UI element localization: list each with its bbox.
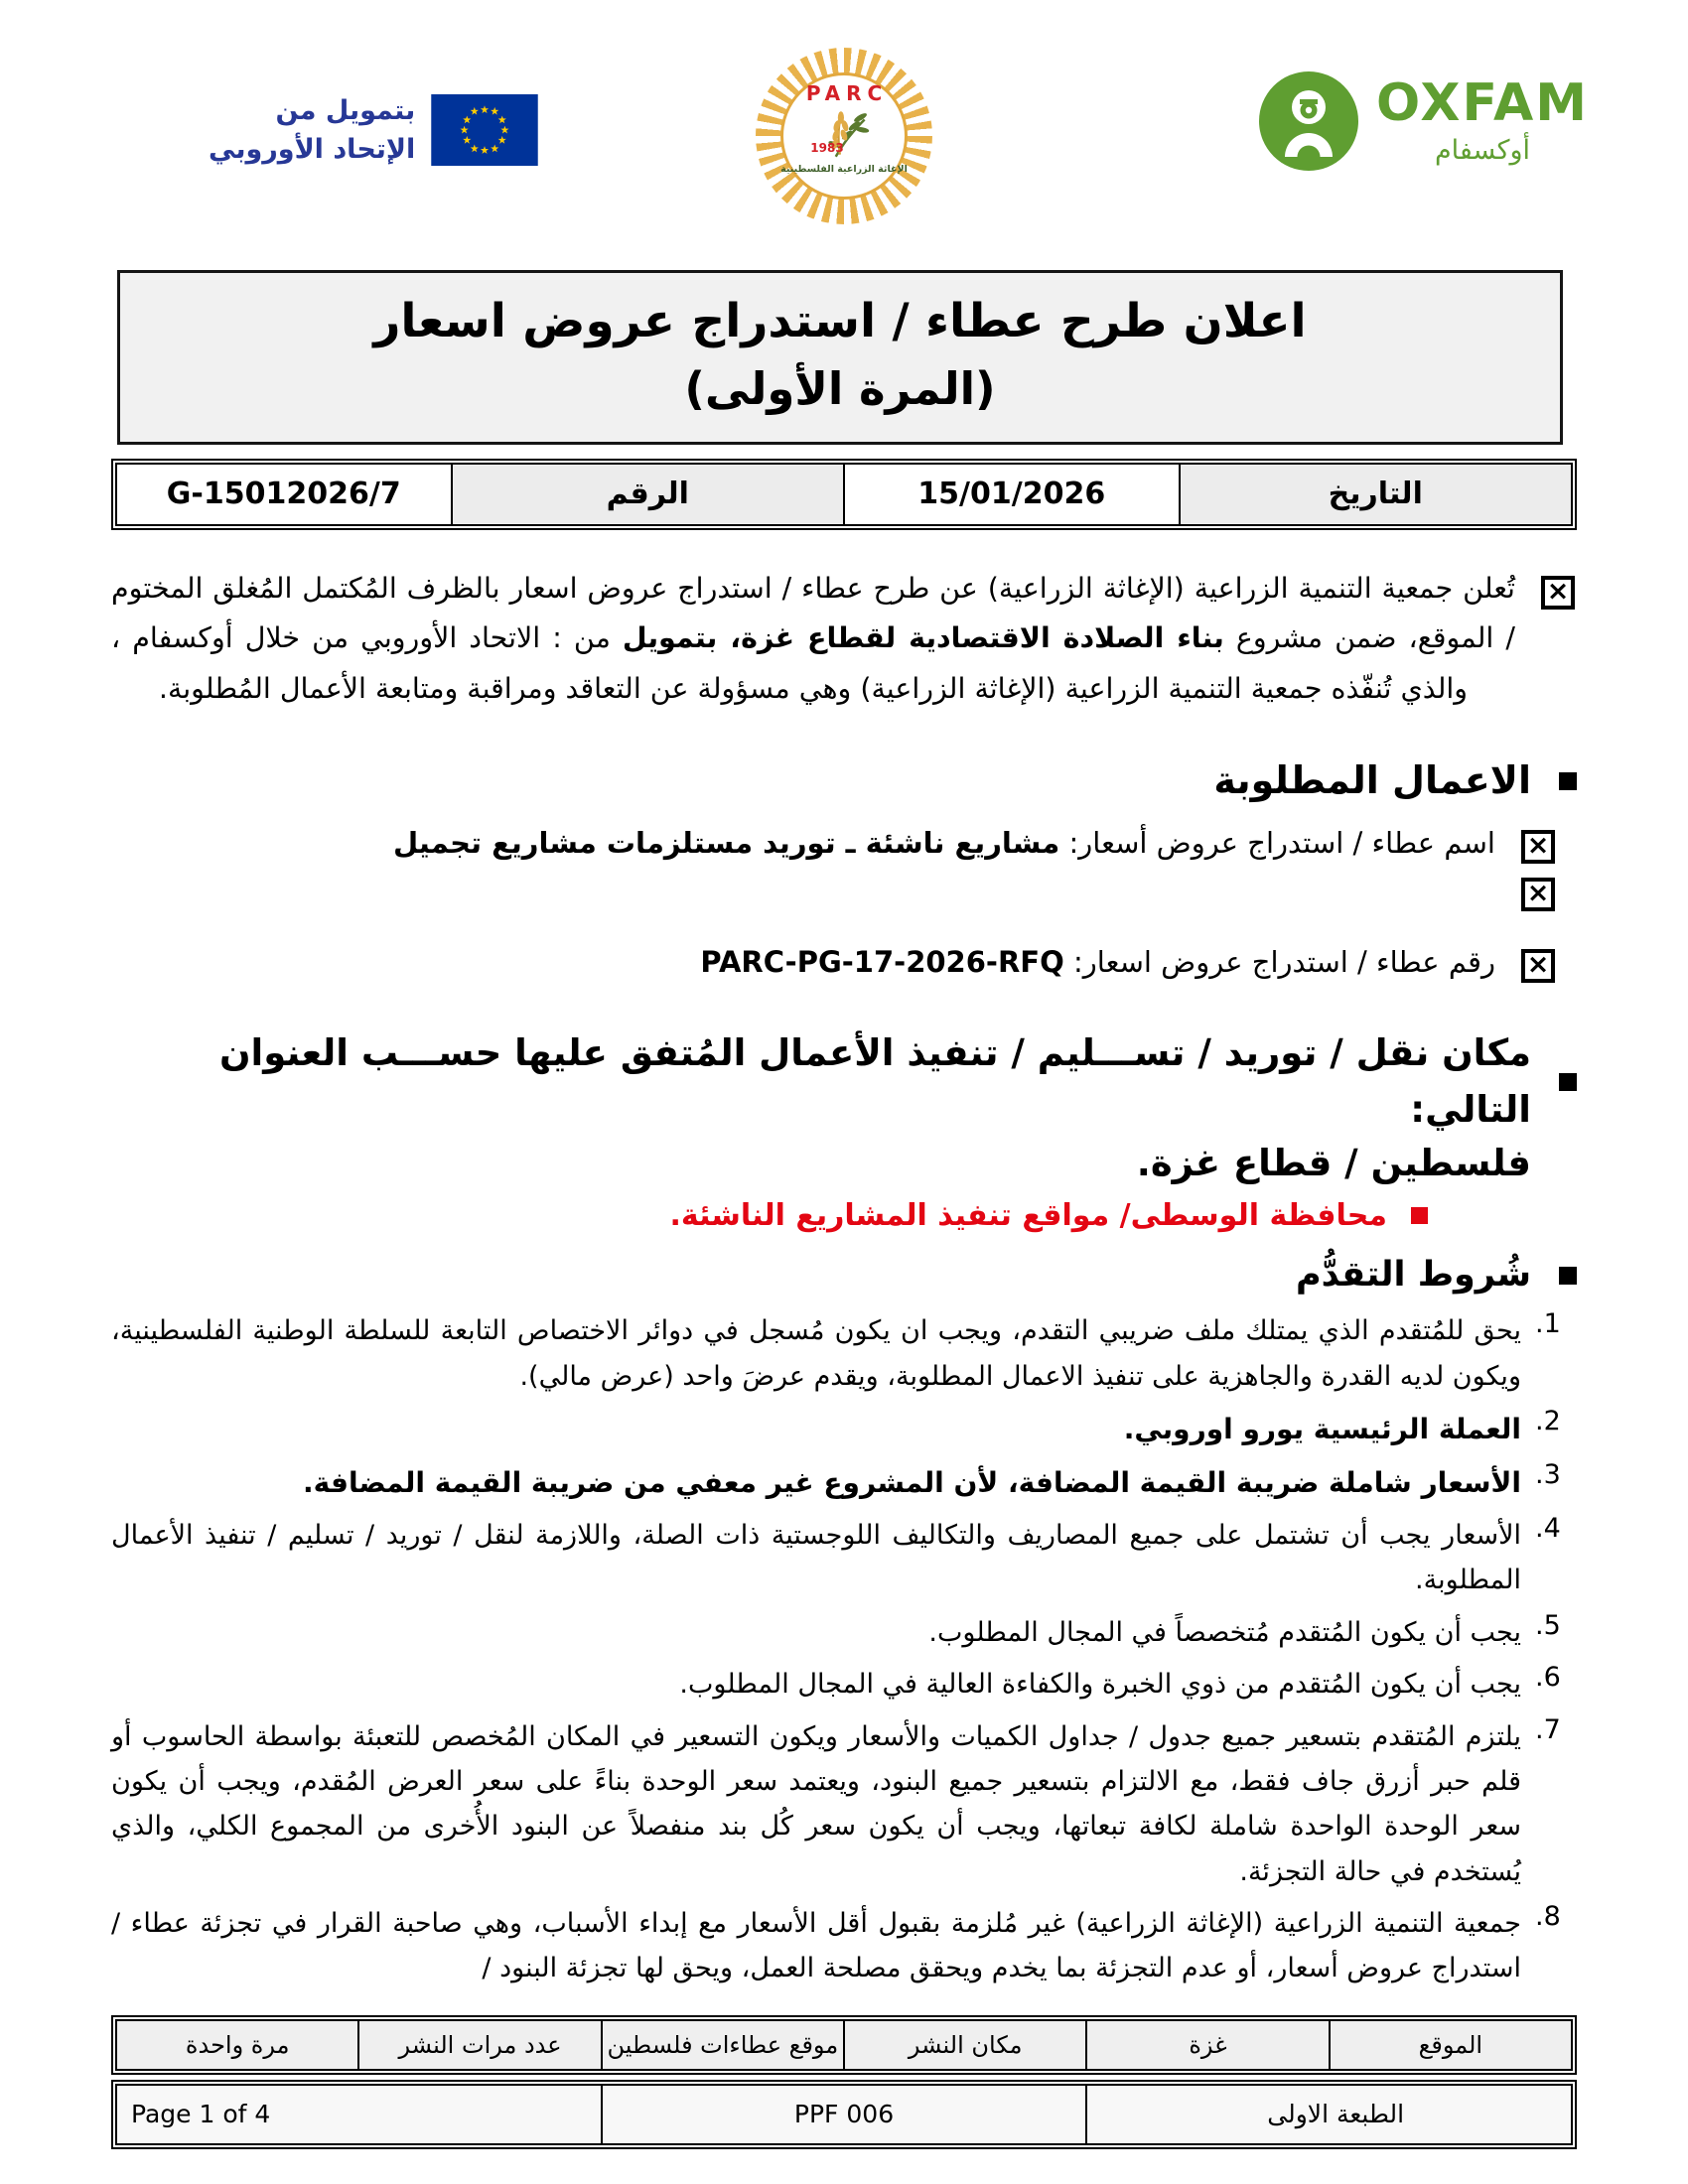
intro-part1: تُعلن جمعية التنمية الزراعية (الإغاثة الزراعية) عن طرح عطاء / استدراج عروض اسعار بالظرف المُكتمل المُغلق المختوم / الموقع، ضمن مشروع	[111, 571, 1515, 655]
intro-text	[111, 564, 1515, 715]
checked-checkbox-icon	[1541, 576, 1575, 610]
page-number-cell: Page 1 of 4	[116, 2085, 602, 2144]
publish-place-label: مكان النشر	[844, 2020, 1086, 2070]
wheat-olive-branch-icon	[811, 103, 877, 165]
intro-bold: بناء الصلادة الاقتصادية لقطاع غزة، بتمويل	[622, 621, 1224, 655]
conditions-heading-text: شُروط التقدُّم	[1296, 1255, 1531, 1296]
publish-count-label: عدد مرات النشر	[358, 2020, 601, 2070]
parc-logo-year: 1983	[810, 141, 844, 155]
date-value: 15/01/2026	[844, 464, 1179, 525]
parc-sun-rays-icon	[756, 48, 932, 224]
tender-name-item	[111, 826, 1555, 864]
condition-number: 7.	[1535, 1713, 1561, 1745]
condition-item-6	[111, 1662, 1577, 1706]
square-bullet-icon	[1559, 772, 1577, 790]
condition-number: 1.	[1535, 1308, 1561, 1340]
tender-name-text	[393, 826, 1495, 860]
form-code-cell: PPF 006	[602, 2085, 1087, 2144]
condition-text: الأسعار شاملة ضريبة القيمة المضافة، لأن المشروع غير معفي من ضريبة القيمة المضافة.	[303, 1466, 1521, 1500]
parc-logo	[756, 48, 932, 224]
meta-table	[111, 459, 1577, 530]
edition-cell: الطبعة الاولى	[1086, 2085, 1572, 2144]
condition-item-8	[111, 1901, 1577, 1991]
checked-checkbox-icon	[1521, 830, 1555, 864]
tender-name-value: مشاريع ناشئة ـ توريد مستلزمات مشاريع تجميل	[393, 825, 1060, 860]
condition-number: 4.	[1535, 1513, 1561, 1545]
square-bullet-icon	[1559, 1267, 1577, 1285]
eu-funding-line2: الإتحاد الأوروبي	[209, 134, 416, 166]
oxfam-wordmark	[1376, 72, 1589, 166]
red-square-bullet-icon	[1411, 1207, 1428, 1224]
condition-number: 2.	[1535, 1406, 1561, 1437]
checked-checkbox-icon	[1521, 949, 1555, 983]
condition-number: 5.	[1535, 1609, 1561, 1641]
condition-text: الأسعار يجب أن تشتمل على جميع المصاريف والتكاليف اللوجستية ذات الصلة، واللازمة لنقل / توريد / تسليم / تنفيذ الأعمال المطلوبة.	[111, 1520, 1521, 1596]
eu-funding-line1: بتمويل من	[275, 95, 416, 126]
title-line2: (المرة الأولى)	[684, 361, 996, 415]
oxfam-logo	[1259, 71, 1589, 171]
works-section-heading	[111, 758, 1577, 802]
tender-number-label: رقم عطاء / استدراج عروض اسعار:	[1063, 944, 1495, 979]
condition-item-3	[111, 1459, 1577, 1506]
publish-place-value: موقع عطاءات فلسطين	[602, 2020, 844, 2070]
condition-text: العملة الرئيسية يورو اوروبي.	[1123, 1413, 1521, 1446]
checked-checkbox-icon	[1521, 878, 1555, 911]
location-sub-text: محافظة الوسطى/ مواقع تنفيذ المشاريع الناشئة.	[669, 1198, 1387, 1234]
site-value: غزة	[1086, 2020, 1329, 2070]
condition-text: يحق للمُتقدم الذي يمتلك ملف ضريبي التقدم، ويجب ان يكون مُسجل في دوائر الاختصاص التابعة للسلطة الوطنية الفلسطينية، ويكون لديه القدرة والجاهزية على تنفيذ الاعمال المطلوبة، ويقدم عرضَ واحد (عرض مالي).	[111, 1315, 1521, 1392]
parc-logo-arabic-name: الإغاثة الزراعية الفلسطينية	[780, 164, 908, 175]
condition-item-5	[111, 1610, 1577, 1655]
location-sub-item	[111, 1198, 1428, 1233]
intro-part2: من : الاتحاد الأوروبي من خلال أوكسفام ، والذي تُنفّذه جمعية التنمية الزراعية (الإغاثة الزراعية) وهي مسؤولة عن التعاقد ومراقبة ومتابعة الأعمال المُطلوبة.	[111, 621, 1469, 705]
square-bullet-icon	[1559, 1073, 1577, 1091]
condition-item-1	[111, 1308, 1577, 1399]
header-logos	[0, 0, 1688, 234]
location-section-heading	[111, 1024, 1577, 1139]
location-heading-line2: فلسطين / قطاع غزة.	[1136, 1142, 1531, 1185]
conditions-list	[111, 1308, 1577, 1990]
tender-number-value: PARC-PG-17-2026-RFQ	[700, 944, 1064, 979]
tender-name-label: اسم عطاء / استدراج عروض أسعار:	[1059, 825, 1495, 860]
document-body	[0, 270, 1688, 2149]
parc-logo-name: PARC	[805, 81, 889, 105]
publication-table	[111, 2015, 1577, 2075]
condition-number: 6.	[1535, 1662, 1561, 1694]
condition-text: يجب أن يكون المُتقدم من ذوي الخبرة والكفاءة العالية في المجال المطلوب.	[679, 1669, 1521, 1701]
ref-number-value: G-15012026/7	[116, 464, 452, 525]
document-title-box	[117, 270, 1563, 445]
condition-item-4	[111, 1513, 1577, 1603]
tender-number-item	[111, 945, 1555, 983]
eu-funding-caption	[209, 91, 415, 169]
location-heading-line1: مكان نقل / توريد / تســـليم / تنفيذ الأعمال المُتفق عليها حســـب العنوان التالي:	[218, 1030, 1531, 1131]
publish-count-value: مرة واحدة	[116, 2020, 358, 2070]
tender-number-text	[700, 945, 1495, 979]
date-label: التاريخ	[1180, 464, 1573, 525]
oxfam-arabic-name: أوكسفام	[1434, 134, 1531, 166]
eu-flag-icon	[431, 94, 538, 166]
works-heading-text: الاعمال المطلوبة	[1213, 757, 1531, 802]
intro-paragraph	[111, 564, 1575, 715]
site-label: الموقع	[1330, 2020, 1572, 2070]
empty-checkbox-item	[111, 874, 1555, 911]
oxfam-name: OXFAM	[1376, 72, 1589, 133]
conditions-section-heading	[111, 1255, 1577, 1295]
ref-number-label: الرقم	[452, 464, 845, 525]
condition-text: جمعية التنمية الزراعية (الإغاثة الزراعية) غير مُلزمة بقبول أقل الأسعار مع إبداء الأسباب، وهي صاحبة القرار في تجزئة عطاء / استدراج عروض أسعار، أو عدم التجزئة بما يخدم ويحقق مصلحة العمل، ويحق لها تجزئة البنود /	[111, 1908, 1521, 1984]
page-footer-table	[111, 2080, 1577, 2149]
eu-funding-logo	[209, 91, 538, 169]
parc-logo-inner	[780, 72, 908, 200]
condition-text: يجب أن يكون المُتقدم مُتخصصاً في المجال المطلوب.	[928, 1616, 1521, 1648]
oxfam-person-icon	[1259, 71, 1358, 171]
title-line1: اعلان طرح عطاء / استدراج عروض اسعار	[373, 294, 1307, 348]
condition-item-7	[111, 1714, 1577, 1894]
condition-text: يلتزم المُتقدم بتسعير جميع جدول / جداول الكميات والأسعار ويكون التسعير في المكان المُخصص للتعبئة بواسطة الحاسوب أو قلم حبر أزرق جاف فقط، مع الالتزام بتسعير جميع البنود، ويعتمد سعر الوحدة بناءً على سعر العرض المُقدم، ويجب أن يكون سعر الوحدة الواحدة شاملة لكافة تبعاتها، ويجب أن يكون سعر كُل بند منفصلاً عن البنود الأُخرى من المجموع الكلي، والذي يُستخدم في حالة التجزئة.	[111, 1720, 1521, 1887]
condition-number: 8.	[1535, 1901, 1561, 1932]
condition-item-2	[111, 1406, 1577, 1452]
condition-number: 3.	[1535, 1459, 1561, 1491]
